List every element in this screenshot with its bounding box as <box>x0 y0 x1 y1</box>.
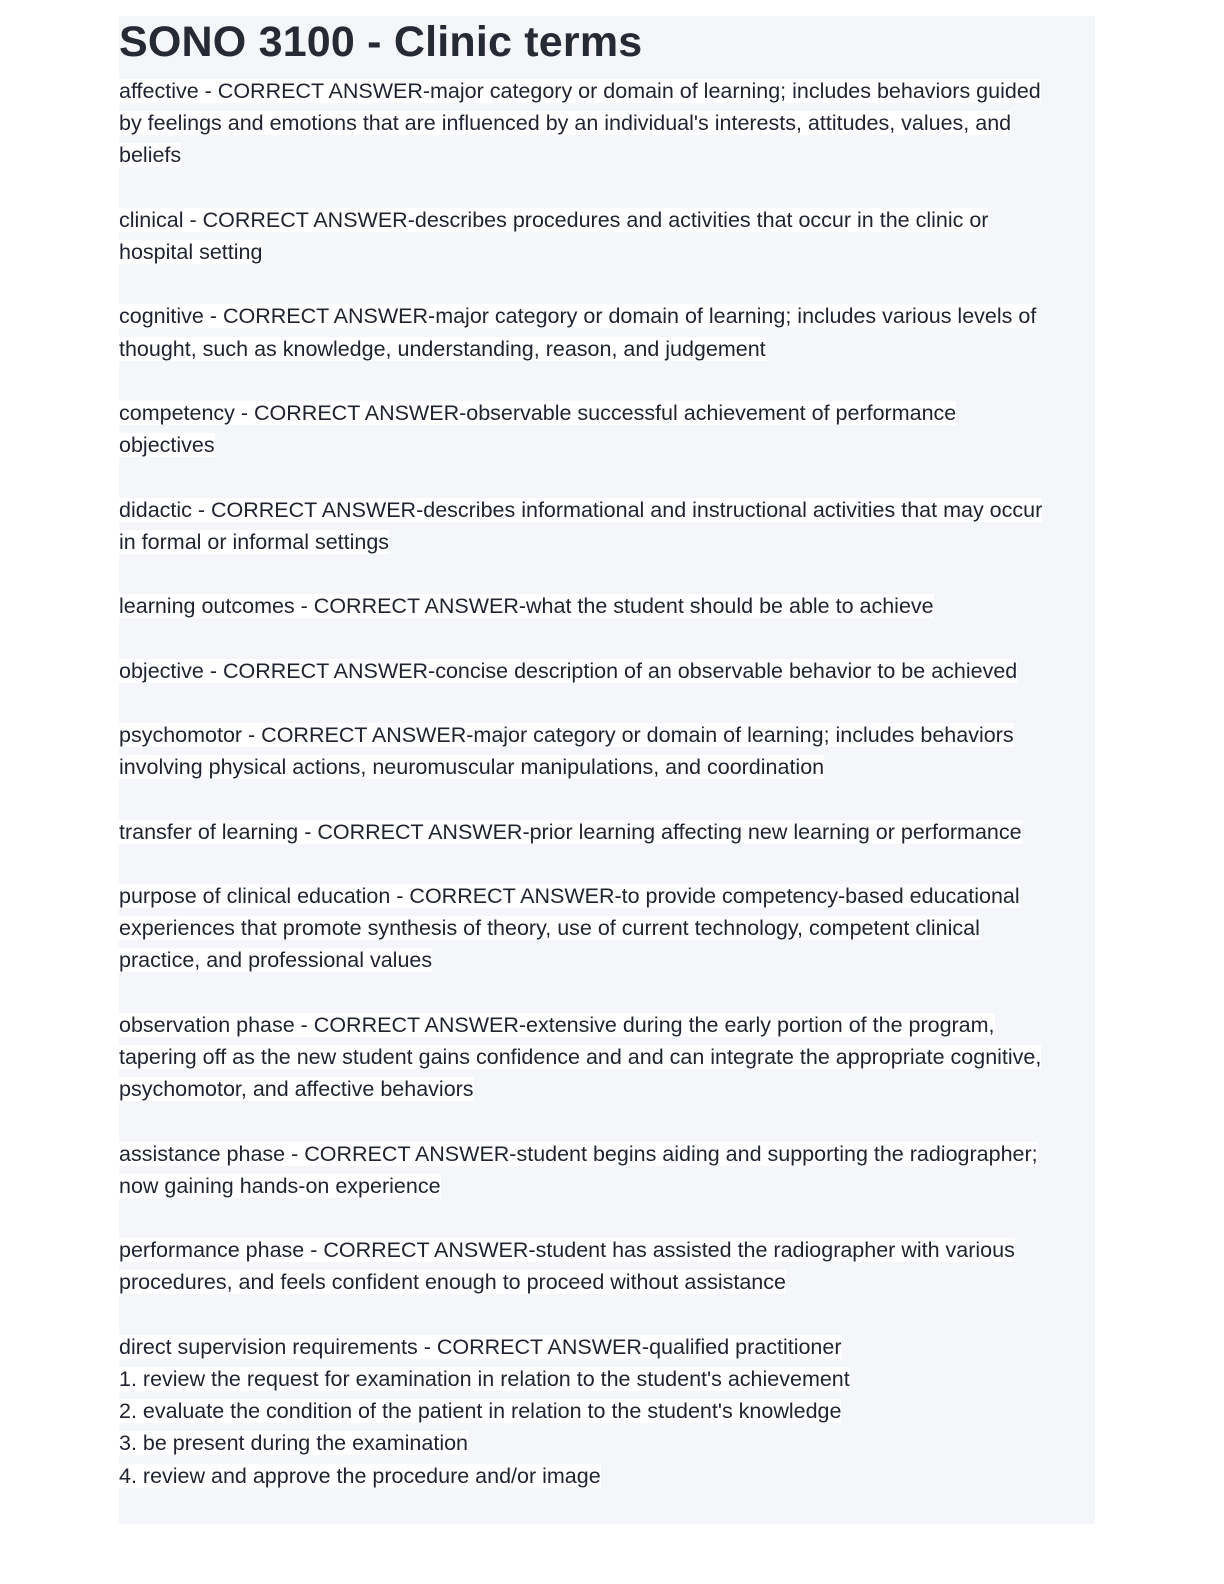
term-line: now gaining hands-on experience <box>119 1173 441 1198</box>
requirement-item: 3. be present during the examination <box>119 1431 469 1456</box>
requirement-item: 4. review and approve the procedure and/or image <box>119 1463 601 1488</box>
requirement-item: 1. review the request for examination in relation to the student's achievement <box>119 1366 850 1391</box>
term-line: experiences that promote synthesis of theory, use of current technology, competent clinical <box>119 916 980 941</box>
term-entry-clinical <box>119 204 1095 268</box>
term-line: direct supervision requirements - CORRECT ANSWER-qualified practitioner <box>119 1334 842 1359</box>
term-line: psychomotor, and affective behaviors <box>119 1077 474 1102</box>
requirement-item: 2. evaluate the condition of the patient in relation to the student's knowledge <box>119 1399 842 1424</box>
term-line: beliefs <box>119 143 182 168</box>
term-line: transfer of learning - CORRECT ANSWER-prior learning affecting new learning or performance <box>119 819 1022 844</box>
term-line: involving physical actions, neuromuscular manipulations, and coordination <box>119 755 825 780</box>
term-line: hospital setting <box>119 240 263 264</box>
term-entry-competency <box>119 397 1095 461</box>
term-entry-didactic <box>119 494 1095 558</box>
term-entry-cognitive <box>119 300 1095 364</box>
term-line: objectives <box>119 433 215 458</box>
term-entry-transfer-of-learning <box>119 816 1095 848</box>
term-line: cognitive - CORRECT ANSWER-major category or domain of learning; includes various levels of <box>119 304 1037 329</box>
term-line: in formal or informal settings <box>119 529 390 554</box>
term-entry-learning-outcomes <box>119 590 1095 622</box>
term-line: purpose of clinical education - CORRECT ANSWER-to provide competency-based educational <box>119 883 1020 908</box>
term-entry-observation-phase <box>119 1009 1095 1106</box>
term-line: learning outcomes - CORRECT ANSWER-what the student should be able to achieve <box>119 594 934 619</box>
term-line: by feelings and emotions that are influenced by an individual's interests, attitudes, values, and <box>119 111 1012 136</box>
term-entry-purpose-of-clinical-education <box>119 880 1095 977</box>
term-entry-direct-supervision-requirements <box>119 1331 1095 1492</box>
document-title: SONO 3100 - Clinic terms <box>119 18 643 66</box>
term-line: clinical - CORRECT ANSWER-describes procedures and activities that occur in the clinic or <box>119 207 989 232</box>
term-list <box>119 75 1095 1492</box>
term-entry-psychomotor <box>119 719 1095 783</box>
term-line: tapering off as the new student gains confidence and and can integrate the appropriate cognitive, <box>119 1044 1042 1069</box>
term-line: competency - CORRECT ANSWER-observable successful achievement of performance <box>119 400 957 425</box>
term-line: didactic - CORRECT ANSWER-describes informational and instructional activities that may occur <box>119 497 1043 522</box>
term-line: objective - CORRECT ANSWER-concise description of an observable behavior to be achieved <box>119 658 1018 683</box>
document-content <box>119 16 1095 1492</box>
term-line: psychomotor - CORRECT ANSWER-major category or domain of learning; includes behaviors <box>119 722 1014 747</box>
term-line: assistance phase - CORRECT ANSWER-student begins aiding and supporting the radiographer; <box>119 1141 1038 1166</box>
term-entry-affective <box>119 75 1095 172</box>
term-entry-assistance-phase <box>119 1138 1095 1202</box>
term-line: practice, and professional values <box>119 948 433 973</box>
term-line: affective - CORRECT ANSWER-major category or domain of learning; includes behaviors guided <box>119 79 1041 103</box>
term-entry-objective <box>119 655 1095 687</box>
term-line: observation phase - CORRECT ANSWER-extensive during the early portion of the program, <box>119 1012 995 1037</box>
term-entry-performance-phase <box>119 1234 1095 1298</box>
term-line: performance phase - CORRECT ANSWER-student has assisted the radiographer with various <box>119 1238 1015 1263</box>
term-line: thought, such as knowledge, understanding, reason, and judgement <box>119 336 766 361</box>
term-line: procedures, and feels confident enough to proceed without assistance <box>119 1270 786 1295</box>
